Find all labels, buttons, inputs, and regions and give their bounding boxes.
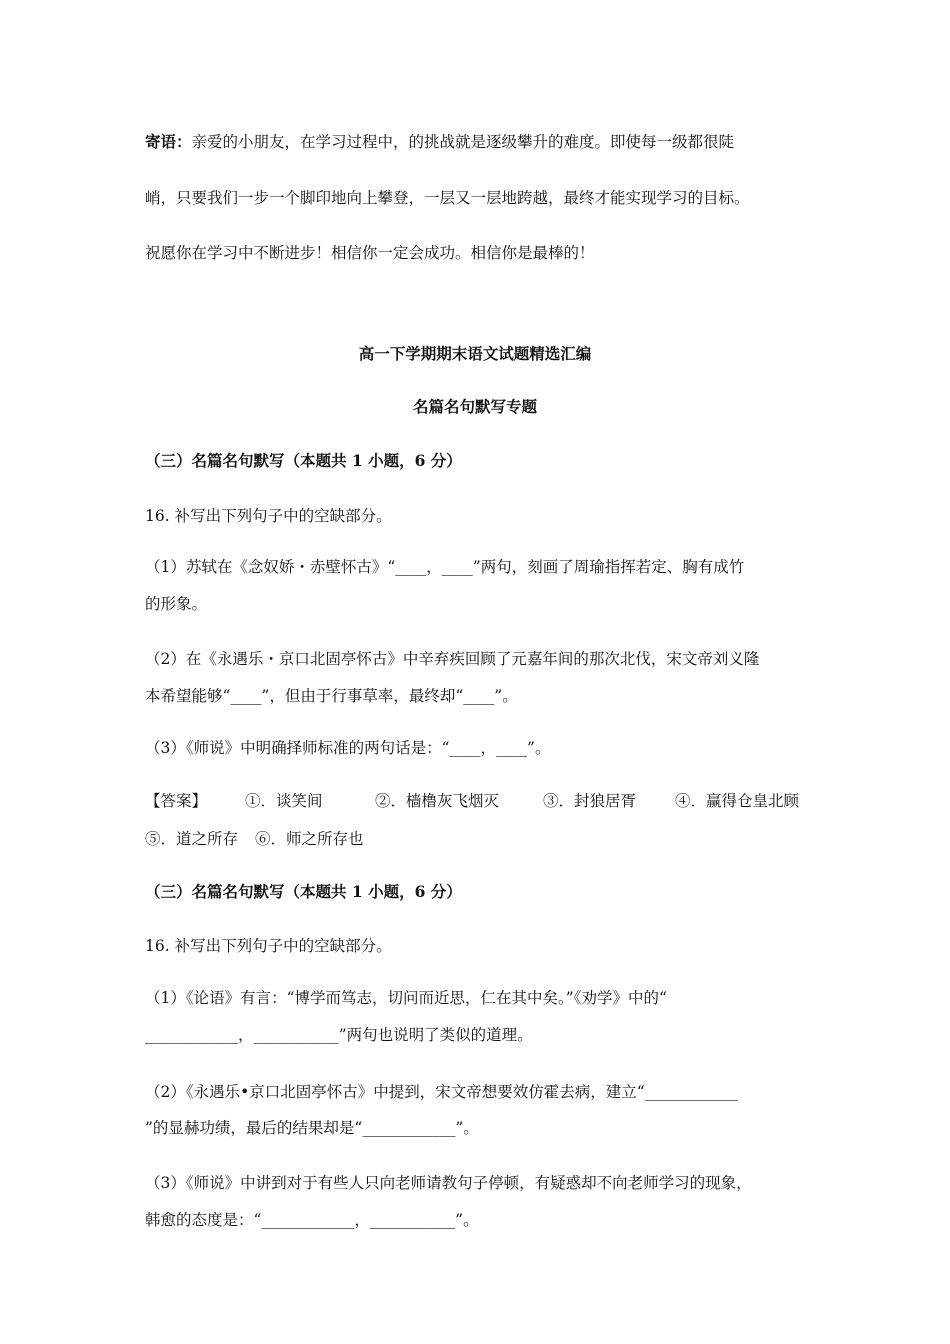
section-1-item-2-line-1: （2）在《永遇乐・京口北固亭怀古》中辛弃疾回顾了元嘉年间的那次北伐，宋文帝刘义隆 xyxy=(145,650,760,668)
document-subtitle: 名篇名句默写专题 xyxy=(412,397,537,416)
answer-item: ②．樯橹灰飞烟灭 xyxy=(375,792,500,810)
section-2-item-1-line-2: ____________，___________”两句也说明了类似的道理。 xyxy=(145,1026,533,1044)
answer-label: 【答案】 xyxy=(145,792,208,810)
section-1-heading: （三）名篇名句默写（本题共 1 小题，6 分） xyxy=(145,451,462,470)
section-2-item-2-line-1: （2）《永遇乐•京口北固亭怀古》中提到，宋文帝想要效仿霍去病，建立“____________ xyxy=(145,1083,738,1101)
section-2-item-2-line-2: ”的显赫功绩，最后的结果却是“____________”。 xyxy=(145,1119,479,1137)
document-title: 高一下学期期末语文试题精选汇编 xyxy=(358,344,592,363)
section-2-item-3-line-1: （3）《师说》中讲到对于有些人只向老师请教句子停顿，有疑惑却不向老师学习的现象， xyxy=(145,1174,752,1192)
foreword-label: 寄语： xyxy=(145,132,192,151)
section-2-item-3-line-2: 韩愈的态度是：“____________，___________”。 xyxy=(145,1211,479,1229)
section-2-question: 16. 补写出下列句子中的空缺部分。 xyxy=(145,937,392,955)
section-2-item-1-line-1: （1）《论语》有言：“博学而笃志，切问而近思，仁在其中矣。”《劝学》中的“ xyxy=(145,989,667,1007)
answer-item: ⑥．师之所存也 xyxy=(255,830,364,848)
section-1-item-1-line-1: （1）苏轼在《念奴娇・赤壁怀古》“____，____”两句，刻画了周瑜指挥若定、胸有成竹 xyxy=(145,558,745,576)
answer-item: ③．封狼居胥 xyxy=(543,792,637,810)
section-1-item-2-line-2: 本希望能够“____”，但由于行事草率，最终却“____”。 xyxy=(145,687,518,705)
foreword-line-2: 峭，只要我们一步一个脚印地向上攀登，一层又一层地跨越，最终才能实现学习的目标。 xyxy=(145,189,750,207)
answer-item: ①．谈笑间 xyxy=(245,792,323,810)
answer-line-2 xyxy=(145,828,810,850)
section-1-item-3-line-1: （3）《师说》中明确择师标准的两句话是：“____，____”。 xyxy=(145,739,551,757)
answer-item: ④．赢得仓皇北顾 xyxy=(675,792,800,810)
answer-line-1 xyxy=(145,790,810,812)
foreword-text-1: 亲爱的小朋友，在学习过程中，的挑战就是逐级攀升的难度。即使每一级都很陡 xyxy=(191,133,735,151)
section-2-heading: （三）名篇名句默写（本题共 1 小题，6 分） xyxy=(145,882,462,901)
answer-item: ⑤．道之所存 xyxy=(145,830,239,848)
foreword-line-1 xyxy=(145,131,810,153)
foreword-line-3: 祝愿你在学习中不断进步！相信你一定会成功。相信你是最棒的！ xyxy=(145,244,595,262)
section-1-question: 16. 补写出下列句子中的空缺部分。 xyxy=(145,507,392,525)
section-1-item-1-line-2: 的形象。 xyxy=(145,595,208,613)
